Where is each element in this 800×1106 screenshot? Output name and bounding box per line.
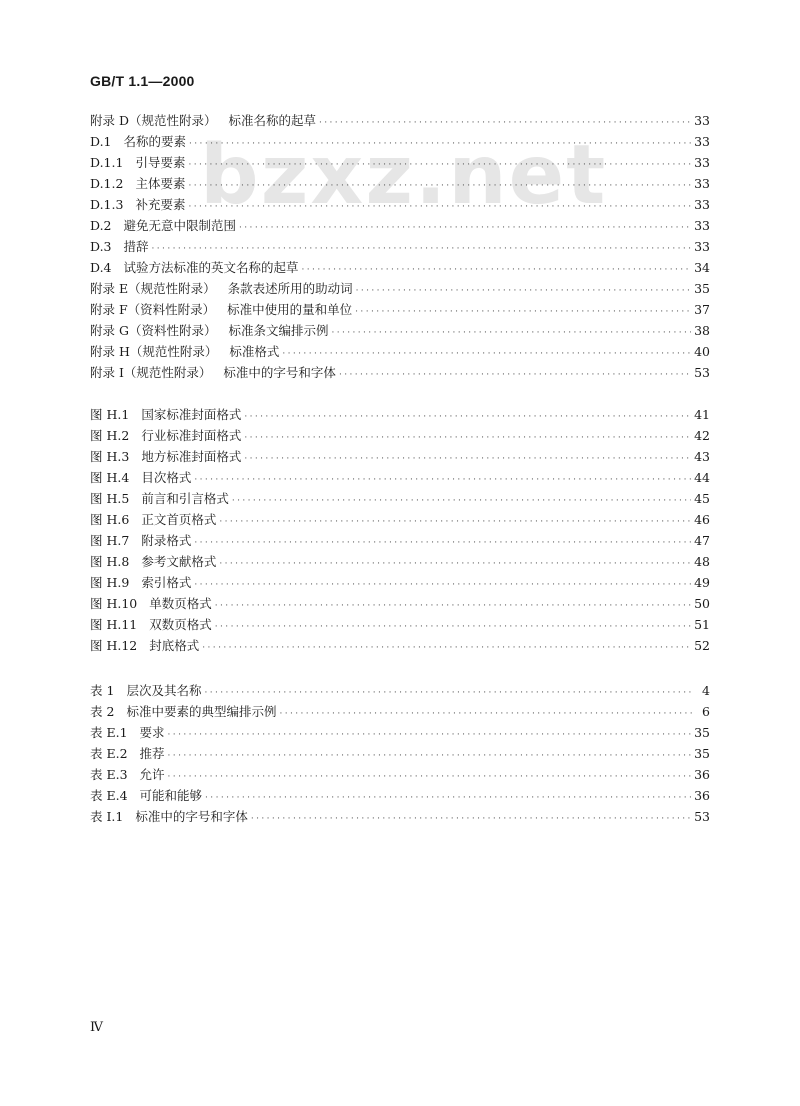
toc-entry-title: 引导要素 — [135, 155, 186, 170]
toc-entry-label — [90, 530, 191, 551]
toc-entry[interactable] — [90, 530, 710, 551]
toc-entry[interactable] — [90, 152, 710, 173]
toc-entry-number: 表 2 — [90, 704, 115, 719]
toc-entry-number: 附录 D（规范性附录） — [90, 113, 217, 128]
toc-entry[interactable] — [90, 488, 710, 509]
toc-entry-title: 标准中使用的量和单位 — [227, 302, 353, 317]
watermark: bzxz.net — [200, 128, 608, 223]
toc-entry-page: 35 — [694, 281, 710, 296]
toc-entry-label — [90, 593, 212, 614]
toc-entry-title: 条款表述所用的助动词 — [227, 281, 353, 296]
toc-entry-page: 51 — [694, 617, 710, 632]
toc-entry-label — [90, 509, 216, 530]
toc-entry-label — [90, 551, 216, 572]
toc-entry-title: 参考文献格式 — [141, 554, 217, 569]
toc-entry-label — [90, 572, 191, 593]
toc-entry[interactable] — [90, 257, 710, 278]
toc-entry-label — [90, 425, 241, 446]
toc-entry-number: 表 E.2 — [90, 746, 128, 761]
toc-table-section — [90, 680, 710, 827]
dot-leader — [282, 344, 691, 365]
toc-entry-number: 附录 H（规范性附录） — [90, 344, 218, 359]
dot-leader — [188, 176, 691, 197]
toc-entry-page: 33 — [694, 239, 710, 254]
toc-entry-page: 43 — [694, 449, 710, 464]
toc-entry-number: 图 H.3 — [90, 449, 130, 464]
dot-leader — [279, 704, 693, 725]
dot-leader — [356, 281, 691, 302]
dot-leader — [239, 218, 691, 239]
toc-entry-title: 标准条文编排示例 — [228, 323, 329, 338]
toc-entry-label — [90, 110, 316, 131]
toc-entry[interactable] — [90, 215, 710, 236]
toc-entry-label — [90, 299, 352, 320]
toc-entry-label — [90, 680, 201, 701]
toc-entry[interactable] — [90, 764, 710, 785]
dot-leader — [188, 155, 691, 176]
toc-entry[interactable] — [90, 593, 710, 614]
dot-leader — [244, 407, 691, 428]
toc-entry[interactable] — [90, 236, 710, 257]
dot-leader — [204, 683, 693, 704]
toc-entry-title: 避免无意中限制范围 — [123, 218, 237, 233]
toc-entry-number: D.4 — [90, 260, 112, 275]
toc-entry-number: 附录 G（资料性附录） — [90, 323, 217, 338]
toc-entry-page: 6 — [702, 704, 710, 719]
toc-entry-page: 33 — [694, 218, 710, 233]
toc-figure-section — [90, 404, 710, 656]
toc-entry[interactable] — [90, 680, 710, 701]
toc-entry-number: D.1.2 — [90, 176, 124, 191]
dot-leader — [194, 575, 691, 596]
toc-entry-title: 试验方法标准的英文名称的起草 — [123, 260, 299, 275]
toc-entry[interactable] — [90, 299, 710, 320]
toc-entry-number: D.1.3 — [90, 197, 124, 212]
toc-entry-label — [90, 152, 185, 173]
toc-entry-number: 表 I.1 — [90, 809, 124, 824]
toc-entry-title: 可能和能够 — [139, 788, 203, 803]
toc-entry-number: 图 H.8 — [90, 554, 130, 569]
toc-entry-page: 36 — [694, 788, 710, 803]
toc-entry[interactable] — [90, 467, 710, 488]
toc-entry-label — [90, 173, 185, 194]
toc-entry-title: 标准中的字号和字体 — [223, 365, 336, 380]
toc-entry-page: 53 — [694, 365, 710, 380]
toc-entry-number: 表 1 — [90, 683, 115, 698]
toc-entry-number: 附录 F（资料性附录） — [90, 302, 216, 317]
toc-entry-title: 推荐 — [139, 746, 165, 761]
toc-entry-label — [90, 701, 276, 722]
dot-leader — [215, 617, 691, 638]
toc-entry[interactable] — [90, 404, 710, 425]
toc-entry-number: D.2 — [90, 218, 112, 233]
toc-entry-page: 49 — [694, 575, 710, 590]
toc-entry-label — [90, 614, 212, 635]
toc-entry-label — [90, 404, 241, 425]
document-code-header: GB/T 1.1—2000 — [90, 73, 195, 89]
toc-entry-page: 33 — [694, 176, 710, 191]
page-number-footer: Ⅳ — [90, 1020, 103, 1035]
toc-entry-page: 46 — [694, 512, 710, 527]
dot-leader — [244, 428, 691, 449]
toc-entry-page: 38 — [694, 323, 710, 338]
toc-entry-title: 名称的要素 — [123, 134, 187, 149]
toc-entry-number: 图 H.9 — [90, 575, 130, 590]
toc-entry-title: 标准名称的起草 — [228, 113, 317, 128]
toc-entry-label — [90, 806, 248, 827]
toc-entry[interactable] — [90, 701, 710, 722]
toc-entry-title: 正文首页格式 — [141, 512, 217, 527]
toc-entry-label — [90, 635, 199, 656]
toc-entry-label — [90, 362, 336, 383]
toc-entry-number: 表 E.1 — [90, 725, 128, 740]
toc-entry-label — [90, 194, 185, 215]
toc-entry-title: 标准中要素的典型编排示例 — [126, 704, 277, 719]
toc-entry-number: D.3 — [90, 239, 112, 254]
toc-entry-page: 50 — [694, 596, 710, 611]
dot-leader — [302, 260, 692, 281]
toc-entry-number: 图 H.6 — [90, 512, 130, 527]
toc-entry-title: 补充要素 — [135, 197, 186, 212]
toc-entry[interactable] — [90, 278, 710, 299]
toc-entry-label — [90, 320, 328, 341]
toc-entry-label — [90, 467, 191, 488]
toc-entry[interactable] — [90, 551, 710, 572]
toc-entry-page: 53 — [694, 809, 710, 824]
toc-entry-title: 措辞 — [123, 239, 149, 254]
toc-entry-number: 图 H.11 — [90, 617, 138, 632]
toc-entry-page: 33 — [694, 134, 710, 149]
toc-entry-number: 图 H.12 — [90, 638, 138, 653]
toc-entry-page: 4 — [702, 683, 710, 698]
dot-leader — [194, 533, 691, 554]
dot-leader — [168, 725, 692, 746]
toc-entry-title: 国家标准封面格式 — [141, 407, 242, 422]
toc-entry[interactable] — [90, 425, 710, 446]
toc-entry-label — [90, 131, 186, 152]
toc-entry-page: 41 — [694, 407, 710, 422]
toc-entry-title: 目次格式 — [141, 470, 192, 485]
toc-entry-label — [90, 278, 353, 299]
toc-entry[interactable] — [90, 509, 710, 530]
toc-entry-label — [90, 446, 241, 467]
toc-entry[interactable] — [90, 110, 710, 131]
toc-entry-label — [90, 764, 165, 785]
toc-entry[interactable] — [90, 785, 710, 806]
toc-entry-label — [90, 215, 236, 236]
toc-entry-page: 40 — [694, 344, 710, 359]
toc-entry[interactable] — [90, 722, 710, 743]
toc-entry-number: 图 H.10 — [90, 596, 138, 611]
toc-entry-number: 附录 E（规范性附录） — [90, 281, 216, 296]
toc-entry-label — [90, 488, 229, 509]
dot-leader — [215, 596, 691, 617]
toc-entry-title: 附录格式 — [141, 533, 192, 548]
dot-leader — [188, 197, 691, 218]
dot-leader — [251, 809, 691, 830]
dot-leader — [219, 512, 691, 533]
dot-leader — [244, 449, 691, 470]
toc-entry-title: 主体要素 — [135, 176, 186, 191]
toc-entry-title: 要求 — [139, 725, 165, 740]
dot-leader — [339, 365, 691, 386]
toc-entry[interactable] — [90, 341, 710, 362]
toc-entry-page: 34 — [694, 260, 710, 275]
toc-entry-title: 标准中的字号和字体 — [135, 809, 248, 824]
toc-entry-label — [90, 341, 279, 362]
toc-entry-page: 48 — [694, 554, 710, 569]
toc-entry-page: 44 — [694, 470, 710, 485]
toc-entry[interactable] — [90, 572, 710, 593]
toc-entry-page: 33 — [694, 197, 710, 212]
toc-entry-number: 表 E.3 — [90, 767, 128, 782]
toc-entry-title: 层次及其名称 — [126, 683, 202, 698]
toc-entry-number: 表 E.4 — [90, 788, 128, 803]
toc-entry-label — [90, 236, 149, 257]
toc-entry-page: 47 — [694, 533, 710, 548]
toc-entry[interactable] — [90, 131, 710, 152]
toc-entry[interactable] — [90, 635, 710, 656]
dot-leader — [331, 323, 691, 344]
toc-entry-number: 图 H.5 — [90, 491, 130, 506]
toc-entry-number: 图 H.2 — [90, 428, 130, 443]
toc-entry[interactable] — [90, 194, 710, 215]
toc-entry[interactable] — [90, 806, 710, 827]
toc-entry-title: 允许 — [139, 767, 165, 782]
toc-entry-page: 45 — [694, 491, 710, 506]
dot-leader — [355, 302, 691, 323]
toc-entry-title: 标准格式 — [229, 344, 280, 359]
dot-leader — [202, 638, 691, 659]
toc-entry-title: 行业标准封面格式 — [141, 428, 242, 443]
toc-entry-number: 图 H.7 — [90, 533, 130, 548]
toc-entry-page: 52 — [694, 638, 710, 653]
toc-entry-page: 42 — [694, 428, 710, 443]
dot-leader — [205, 788, 691, 809]
toc-entry[interactable] — [90, 320, 710, 341]
toc-entry-title: 前言和引言格式 — [141, 491, 229, 506]
toc-entry-number: 图 H.1 — [90, 407, 130, 422]
toc-entry-number: D.1 — [90, 134, 112, 149]
toc-entry-page: 33 — [694, 155, 710, 170]
toc-entry-title: 双数页格式 — [149, 617, 212, 632]
dot-leader — [194, 470, 691, 491]
dot-leader — [189, 134, 691, 155]
toc-annex-section — [90, 110, 710, 383]
toc-entry-page: 36 — [694, 767, 710, 782]
toc-entry-page: 35 — [694, 725, 710, 740]
dot-leader — [232, 491, 691, 512]
toc-entry[interactable] — [90, 173, 710, 194]
toc-entry-number: 附录 I（规范性附录） — [90, 365, 212, 380]
toc-entry-number: D.1.1 — [90, 155, 124, 170]
toc-entry-label — [90, 743, 165, 764]
dot-leader — [168, 746, 692, 767]
dot-leader — [319, 113, 691, 134]
toc-entry-number: 图 H.4 — [90, 470, 130, 485]
toc-entry-page: 37 — [694, 302, 710, 317]
toc-entry[interactable] — [90, 614, 710, 635]
toc-entry-title: 地方标准封面格式 — [141, 449, 242, 464]
toc-entry-title: 单数页格式 — [149, 596, 212, 611]
toc-entry-title: 索引格式 — [141, 575, 192, 590]
toc-entry-page: 33 — [694, 113, 710, 128]
toc-entry-title: 封底格式 — [149, 638, 200, 653]
toc-entry-label — [90, 785, 202, 806]
toc-entry-label — [90, 722, 165, 743]
dot-leader — [219, 554, 691, 575]
toc-entry-label — [90, 257, 299, 278]
dot-leader — [168, 767, 692, 788]
toc-entry[interactable] — [90, 446, 710, 467]
toc-entry[interactable] — [90, 362, 710, 383]
toc-entry-page: 35 — [694, 746, 710, 761]
toc-entry[interactable] — [90, 743, 710, 764]
